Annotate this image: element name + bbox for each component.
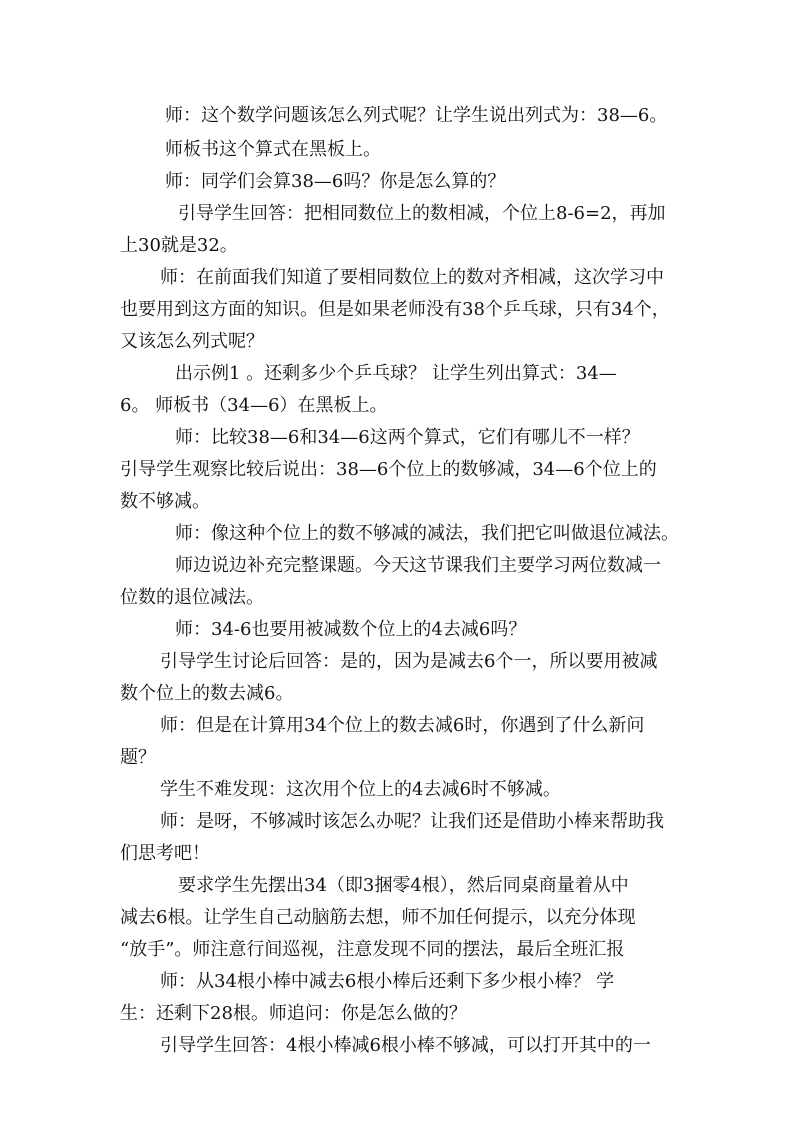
text-line: 引导学生讨论后回答：是的，因为是减去6个一，所以要用被减 xyxy=(160,651,658,672)
text-line: 师：这个数学问题该怎么列式呢？让学生说出列式为：38—6。 xyxy=(165,105,668,126)
text-line: 要求学生先摆出34（即3捆零4根），然后同桌商量着从中 xyxy=(178,875,629,896)
text-line: 师：从34根小棒中减去6根小棒后还剩下多少根小棒？ 学 xyxy=(160,971,615,992)
text-line: 上30就是32。 xyxy=(120,235,238,256)
text-line: 师：同学们会算38—6吗？你是怎么算的？ xyxy=(165,171,506,192)
text-line: 6。 师板书（34—6）在黑板上。 xyxy=(120,395,388,416)
text-line: 数不够减。 xyxy=(120,491,210,512)
text-line: 师：在前面我们知道了要相同数位上的数对齐相减，这次学习中 xyxy=(160,267,664,288)
text-line: 生：还剩下28根。师追问：你是怎么做的？ xyxy=(120,1003,467,1024)
text-line: 引导学生回答：把相同数位上的数相减，个位上8-6=2，再加 xyxy=(178,203,666,224)
text-line: 师：像这种个位上的数不够减的减法，我们把它叫做退位减法。 xyxy=(175,523,679,544)
text-line: 出示例1 。还剩多少个乒乓球？ 让学生列出算式：34— xyxy=(175,363,617,384)
text-line: 减去6根。让学生自己动脑筋去想，师不加任何提示，以充分体现 xyxy=(120,907,636,928)
text-line: 师边说边补充完整课题。今天这节课我们主要学习两位数减一 xyxy=(175,555,661,576)
text-line: 位数的退位减法。 xyxy=(120,587,264,608)
text-line: 引导学生回答：4根小棒减6根小棒不够减，可以打开其中的一 xyxy=(160,1035,651,1056)
text-line: 师：但是在计算用34个位上的数去减6时，你遇到了什么新问 xyxy=(160,715,645,736)
text-line: 师：比较38—6和34—6这两个算式，它们有哪儿不一样？ xyxy=(175,427,640,448)
text-line: 引导学生观察比较后说出：38—6个位上的数够减，34—6个位上的 xyxy=(120,459,657,480)
text-line: 们思考吧！ xyxy=(120,843,210,864)
text-line: 题？ xyxy=(120,747,156,768)
text-line: 也要用到这方面的知识。但是如果老师没有38个乒乓球，只有34个， xyxy=(120,299,670,320)
text-line: 师板书这个算式在黑板上。 xyxy=(165,139,381,160)
text-line: 学生不难发现：这次用个位上的4去减6时不够减。 xyxy=(160,779,561,800)
text-line: 又该怎么列式呢？ xyxy=(120,331,264,352)
text-line: 数个位上的数去减6。 xyxy=(120,683,294,704)
text-line: 师：是呀，不够减时该怎么办呢？让我们还是借助小棒来帮助我 xyxy=(160,811,664,832)
text-line: “放手”。师注意行间巡视，注意发现不同的摆法，最后全班汇报 xyxy=(120,939,625,960)
text-line: 师：34-6也要用被减数个位上的4去减6吗？ xyxy=(175,619,527,640)
